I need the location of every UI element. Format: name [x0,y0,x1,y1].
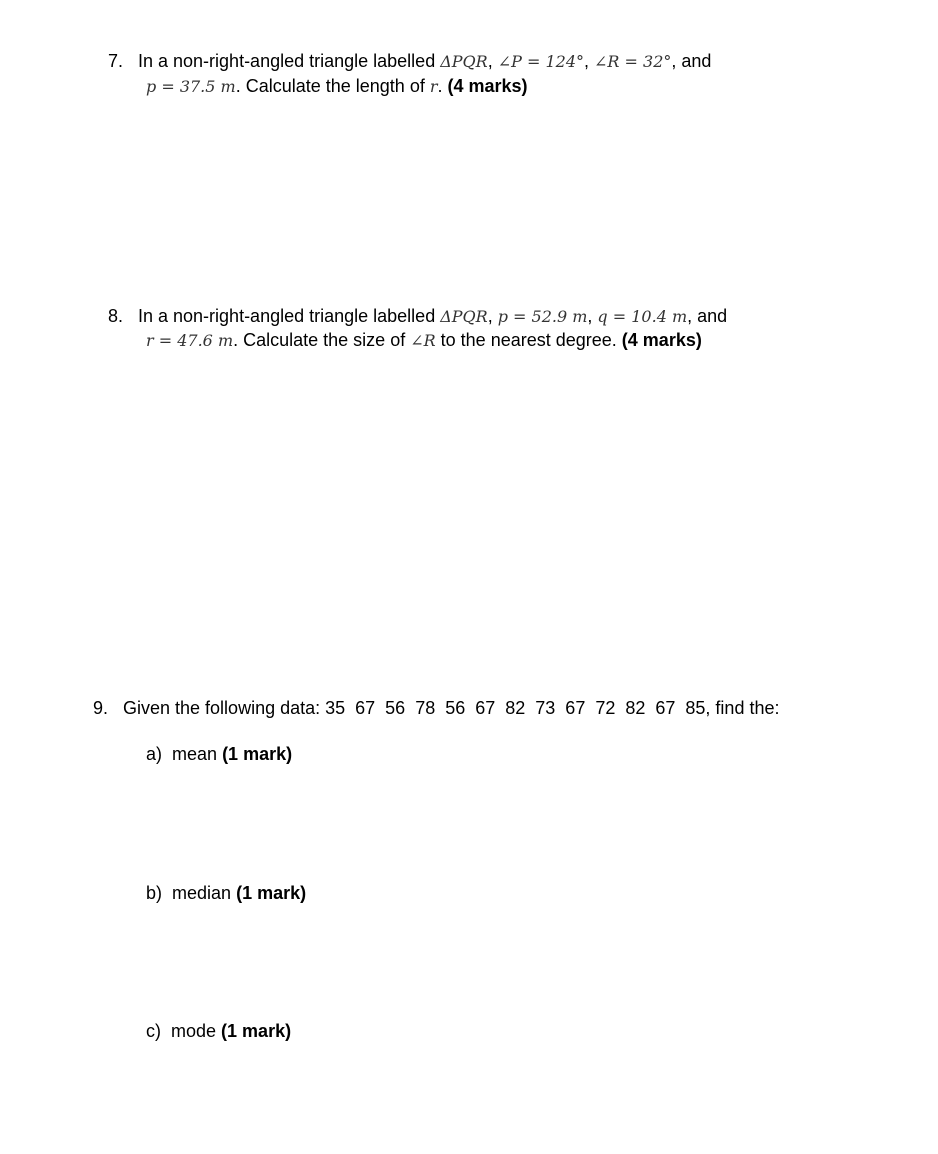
separator: , [584,51,595,71]
marks-label: (4 marks) [447,76,528,96]
question-8-line-2 [146,329,702,352]
math-q-value: q = 10.4 m [597,307,688,326]
separator: , [587,306,598,326]
question-7-line-1 [138,50,711,73]
sub-text: mean [172,744,223,764]
math-p-value: p = 37.5 m [146,77,236,96]
sub-question-c [146,1020,291,1042]
math-triangle: ΔPQR [440,307,488,326]
marks-label: (1 mark) [236,883,307,903]
marks-label: (1 mark) [222,744,293,764]
sub-question-a [146,743,292,765]
math-triangle: ΔPQR [440,52,488,71]
question-8-line-1 [138,305,727,328]
separator: , [487,306,498,326]
question-number: 9. [93,698,109,718]
question-number: 8. [108,306,124,326]
question-text: . [437,76,448,96]
sub-label: a) [146,744,163,764]
sub-text: mode [171,1021,222,1041]
sub-question-b [146,882,306,904]
marks-label: (4 marks) [621,330,702,350]
math-angle-r: ∠R = 32° [594,52,672,71]
math-angle-p: ∠P = 124° [497,52,584,71]
question-text: to the nearest degree. [435,330,622,350]
math-p-value: p = 52.9 m [497,307,588,326]
question-text: , and [671,51,712,71]
sub-label: c) [146,1021,161,1041]
marks-label: (1 mark) [221,1021,292,1041]
question-number: 7. [108,51,124,71]
separator: , [487,51,498,71]
math-angle-r: ∠R [410,331,436,350]
question-text: In a non-right-angled triangle labelled [138,306,441,326]
sub-label: b) [146,883,163,903]
question-text: . Calculate the size of [233,330,411,350]
question-text: , and [687,306,728,326]
question-text: Given the following data: 35 67 56 78 56 67 82 73 67 72 82 67 85, find the: [123,698,780,718]
question-7-line-2 [146,75,528,98]
sub-text: median [172,883,237,903]
math-r: r [429,77,438,96]
question-text: . Calculate the length of [235,76,430,96]
math-r-value: r = 47.6 m [146,331,234,350]
question-text: In a non-right-angled triangle labelled [138,51,441,71]
